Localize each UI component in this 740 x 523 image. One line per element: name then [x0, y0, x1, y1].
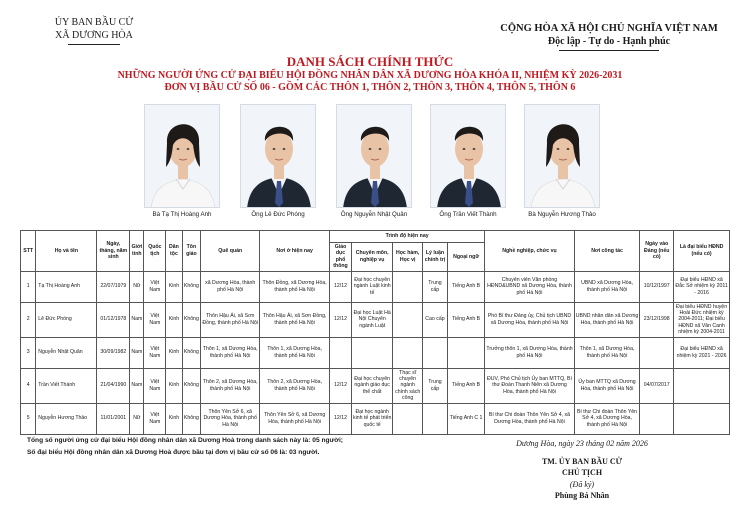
photo-caption: Ông Lê Đức Phóng — [251, 211, 305, 218]
cell-residence: Thôn Hậu Ái, xã Sơn Đồng, thành phố Hà Nội — [260, 302, 330, 337]
cell-general: 12/12 — [330, 271, 352, 302]
cell-general: 12/12 — [330, 302, 352, 337]
cell-specialty: Đại học chuyên ngành Luật kinh tế — [351, 271, 393, 302]
cell-dob: 22/07/1979 — [97, 271, 130, 302]
cell-stt: 2 — [21, 302, 36, 337]
document-subtitle: NHỮNG NGƯỜI ỨNG CỬ ĐẠI BIỂU HỘI ĐỒNG NHÂN DÂN XÃ DƯƠNG HÒA KHÓA II, NHIỆM KỲ 2026-2031 — [117, 70, 623, 81]
photo-caption: Bà Tạ Thị Hoàng Anh — [152, 211, 212, 218]
summary-seats: Số đại biểu Hội đồng nhân dân xã Dương Hoà được bầu tại đơn vị bầu cử số 06 là: 03 người. — [27, 449, 320, 456]
candidate-photo-4 — [430, 104, 506, 218]
cell-job: Chuyên viên Văn phòng HĐND&UBND xã Dương Hòa, thành phố Hà Nội — [485, 271, 575, 302]
portrait-image — [144, 104, 220, 208]
cell-party: 10/12/1997 — [640, 271, 674, 302]
cell-religion: Không — [182, 403, 201, 434]
table-row — [21, 368, 730, 403]
cell-degree — [393, 403, 422, 434]
photo-caption: Ông Trần Viết Thành — [439, 211, 497, 218]
portrait-image — [336, 104, 412, 208]
cell-job: Trưởng thôn 1, xã Dương Hòa, thành phố Hà Nội — [485, 337, 575, 368]
cell-hometown: Thôn 2, xã Dương Hòa, thành phố Hà Nội — [201, 368, 260, 403]
candidate-photo-2 — [240, 104, 316, 218]
cell-stt: 5 — [21, 403, 36, 434]
cell-workplace: Thôn 1, xã Dương Hòa, thành phố Hà Nội — [574, 337, 640, 368]
cell-delegate — [674, 403, 730, 434]
cell-political: Cao cấp — [422, 302, 447, 337]
cell-ethnicity: Kinh — [166, 337, 182, 368]
cell-specialty: Đại học chuyên ngành giáo dục thể chất — [351, 368, 393, 403]
summary-total: Tổng số người ứng cử đại biểu Hội đồng nhân dân xã Dương Hoà trong danh sách này là: 05 người; — [27, 437, 343, 444]
cell-delegate: Đại biểu HĐND huyện Hoài Đức nhiệm kỳ 2004-2011; Đại biểu HĐND xã Vân Canh nhiệm kỳ 2004-2011 — [674, 302, 730, 337]
cell-nationality: Việt Nam — [144, 337, 166, 368]
col-religion: Tôn giáo — [182, 231, 201, 272]
cell-party: 23/12/1998 — [640, 302, 674, 337]
cell-party — [640, 403, 674, 434]
table-row — [21, 271, 730, 302]
cell-dob: 30/09/1982 — [97, 337, 130, 368]
candidate-photo-5 — [524, 104, 600, 218]
table-row — [21, 337, 730, 368]
cell-language — [448, 337, 485, 368]
cell-workplace: Bí thư Chi đoàn Thôn Yên Sở 4, xã Dương Hòa, thành phố Hà Nội — [574, 403, 640, 434]
issuer-line-2: XÃ DƯƠNG HÒA — [55, 30, 133, 41]
cell-specialty: Đại học Luật Hà Nội Chuyên ngành Luật — [351, 302, 393, 337]
motto-underline — [559, 50, 659, 51]
cell-job: Phó Bí thư Đảng ủy, Chủ tịch UBND xã Dương Hòa, thành phố Hà Nội — [485, 302, 575, 337]
cell-sex: Nữ — [130, 403, 144, 434]
cell-sex: Nữ — [130, 271, 144, 302]
sign-role: CHỦ TỊCH — [561, 468, 603, 477]
cell-nationality: Việt Nam — [144, 302, 166, 337]
cell-religion: Không — [182, 302, 201, 337]
table-body — [21, 271, 730, 434]
col-workplace: Nơi công tác — [574, 231, 640, 272]
national-header — [494, 22, 724, 51]
cell-delegate: Đại biểu HĐND xã nhiệm kỳ 2021 - 2026 — [674, 337, 730, 368]
col-party: Ngày vào Đảng (nếu có) — [640, 231, 674, 272]
table-row — [21, 403, 730, 434]
cell-workplace: Ủy ban MTTQ xã Dương Hòa, thành phố Hà Nội — [574, 368, 640, 403]
cell-language: Tiếng Anh C 1 — [448, 403, 485, 434]
col-hometown: Quê quán — [201, 231, 260, 272]
signer-name: Phùng Bá Nhân — [554, 491, 610, 500]
cell-religion: Không — [182, 337, 201, 368]
cell-sex: Nam — [130, 302, 144, 337]
photo-caption: Ông Nguyễn Nhật Quân — [340, 211, 408, 218]
col-stt: STT — [21, 231, 36, 272]
cell-ethnicity: Kinh — [166, 403, 182, 434]
cell-name: Tạ Thị Hoàng Anh — [36, 271, 97, 302]
cell-residence: Thôn Đồng, xã Dương Hòa, thành phố Hà Nội — [260, 271, 330, 302]
col-delegate: Là đại biểu HĐND (nếu có) — [674, 231, 730, 272]
col-residence: Nơi ở hiện nay — [260, 231, 330, 272]
issuer-header — [34, 16, 154, 45]
cell-political — [422, 337, 447, 368]
summary-notes — [27, 435, 343, 459]
cell-nationality: Việt Nam — [144, 271, 166, 302]
cell-ethnicity: Kinh — [166, 368, 182, 403]
col-ethnicity: Dân tộc — [166, 231, 182, 272]
cell-ethnicity: Kinh — [166, 302, 182, 337]
document-title: DANH SÁCH CHÍNH THỨC — [286, 54, 454, 69]
cell-job: Bí thư Chi đoàn Thôn Yên Sở 4, xã Dương Hòa, thành phố Hà Nội — [485, 403, 575, 434]
cell-sex: Nam — [130, 368, 144, 403]
cell-language: Tiếng Anh B — [448, 368, 485, 403]
cell-party: 04/07/2017 — [640, 368, 674, 403]
cell-sex: Nam — [130, 337, 144, 368]
document-titles — [0, 54, 740, 94]
cell-dob: 01/12/1978 — [97, 302, 130, 337]
cell-degree — [393, 271, 422, 302]
national-motto: Độc lập - Tự do - Hạnh phúc — [547, 36, 671, 47]
cell-hometown: Thôn Yên Sở 6, xã Dương Hòa, thành phố Hà Nội — [201, 403, 260, 434]
cell-hometown: Thôn Hậu Ái, xã Sơn Đồng, thành phố Hà Nội — [201, 302, 260, 337]
sign-status: (Đã ký) — [569, 479, 595, 489]
cell-name: Nguyễn Hương Thảo — [36, 403, 97, 434]
cell-nationality: Việt Nam — [144, 368, 166, 403]
cell-specialty: Đại học ngành kinh tế phát triển quốc tế — [351, 403, 393, 434]
cell-political — [422, 403, 447, 434]
col-political: Lý luận chính trị — [422, 243, 447, 272]
cell-ethnicity: Kinh — [166, 271, 182, 302]
cell-residence: Thôn 2, xã Dương Hòa, thành phố Hà Nội — [260, 368, 330, 403]
col-language: Ngoại ngữ — [448, 243, 485, 272]
issuer-line-1: ỦY BAN BẦU CỬ — [54, 17, 134, 28]
candidate-photos — [0, 104, 740, 222]
issuer-underline — [68, 44, 120, 45]
cell-stt: 3 — [21, 337, 36, 368]
cell-dob: 21/04/1990 — [97, 368, 130, 403]
cell-party — [640, 337, 674, 368]
portrait-image — [524, 104, 600, 208]
col-dob: Ngày, tháng, năm sinh — [97, 231, 130, 272]
col-education-group: Trình độ hiện nay — [330, 231, 485, 243]
cell-job: ĐUV, Phó Chủ tịch Ủy ban MTTQ, Bí thư Đoàn Thanh Niên xã Dương Hòa, thành phố Hà Nội — [485, 368, 575, 403]
col-nationality: Quốc tịch — [144, 231, 166, 272]
cell-general — [330, 337, 352, 368]
col-degree: Học hàm, Học vị — [393, 243, 422, 272]
cell-religion: Không — [182, 368, 201, 403]
col-specialty: Chuyên môn, nghiệp vụ — [351, 243, 393, 272]
cell-residence: Thôn Yên Sở 6, xã Dương Hòa, thành phố Hà Nội — [260, 403, 330, 434]
sign-org: TM. ỦY BAN BẦU CỬ — [541, 456, 623, 466]
cell-delegate — [674, 368, 730, 403]
cell-workplace: UBND nhân dân xã Dương Hòa, thành phố Hà Nội — [574, 302, 640, 337]
national-title: CỘNG HÒA XÃ HỘI CHỦ NGHĨA VIỆT NAM — [500, 23, 718, 34]
photo-caption: Bà Nguyễn Hương Thảo — [528, 211, 596, 218]
cell-general: 12/12 — [330, 368, 352, 403]
cell-name: Nguyễn Nhật Quân — [36, 337, 97, 368]
cell-language: Tiếng Anh B — [448, 271, 485, 302]
cell-name: Lê Đức Phóng — [36, 302, 97, 337]
cell-language: Tiếng Anh B — [448, 302, 485, 337]
cell-religion: Không — [182, 271, 201, 302]
cell-specialty — [351, 337, 393, 368]
candidate-table — [20, 230, 730, 435]
portrait-image — [240, 104, 316, 208]
signature-block — [482, 438, 682, 502]
cell-political: Trung cấp — [422, 271, 447, 302]
cell-workplace: UBND xã Dương Hòa, thành phố Hà Nội — [574, 271, 640, 302]
col-name: Họ và tên — [36, 231, 97, 272]
col-general: Giáo dục phổ thông — [330, 243, 352, 272]
document-subtitle-unit: ĐƠN VỊ BẦU CỬ SỐ 06 - GỒM CÁC THÔN 1, THÔN 2, THÔN 3, THÔN 4, THÔN 5, THÔN 6 — [164, 82, 576, 93]
portrait-image — [430, 104, 506, 208]
col-sex: Giới tính — [130, 231, 144, 272]
candidate-photo-3 — [336, 104, 412, 218]
cell-degree — [393, 337, 422, 368]
cell-degree — [393, 302, 422, 337]
cell-degree: Thạc sĩ chuyên ngành chính sách công — [393, 368, 422, 403]
cell-hometown: Thôn 1, xã Dương Hòa, thành phố Hà Nội — [201, 337, 260, 368]
candidate-photo-1 — [144, 104, 220, 218]
col-job: Nghề nghiệp, chức vụ — [485, 231, 575, 272]
table-head — [21, 231, 730, 272]
cell-stt: 4 — [21, 368, 36, 403]
sign-date: Dương Hòa, ngày 23 tháng 02 năm 2026 — [516, 439, 648, 448]
cell-residence: Thôn 1, xã Dương Hòa, thành phố Hà Nội — [260, 337, 330, 368]
table-row — [21, 302, 730, 337]
cell-delegate: Đại biểu HĐND xã Đắc Sở nhiệm kỳ 2011 - 2016 — [674, 271, 730, 302]
cell-stt: 1 — [21, 271, 36, 302]
cell-name: Trần Viết Thành — [36, 368, 97, 403]
cell-general: 12/12 — [330, 403, 352, 434]
cell-dob: 11/01/2001 — [97, 403, 130, 434]
cell-hometown: xã Dương Hòa, thành phố Hà Nội — [201, 271, 260, 302]
cell-political: Trung cấp — [422, 368, 447, 403]
cell-nationality: Việt Nam — [144, 403, 166, 434]
